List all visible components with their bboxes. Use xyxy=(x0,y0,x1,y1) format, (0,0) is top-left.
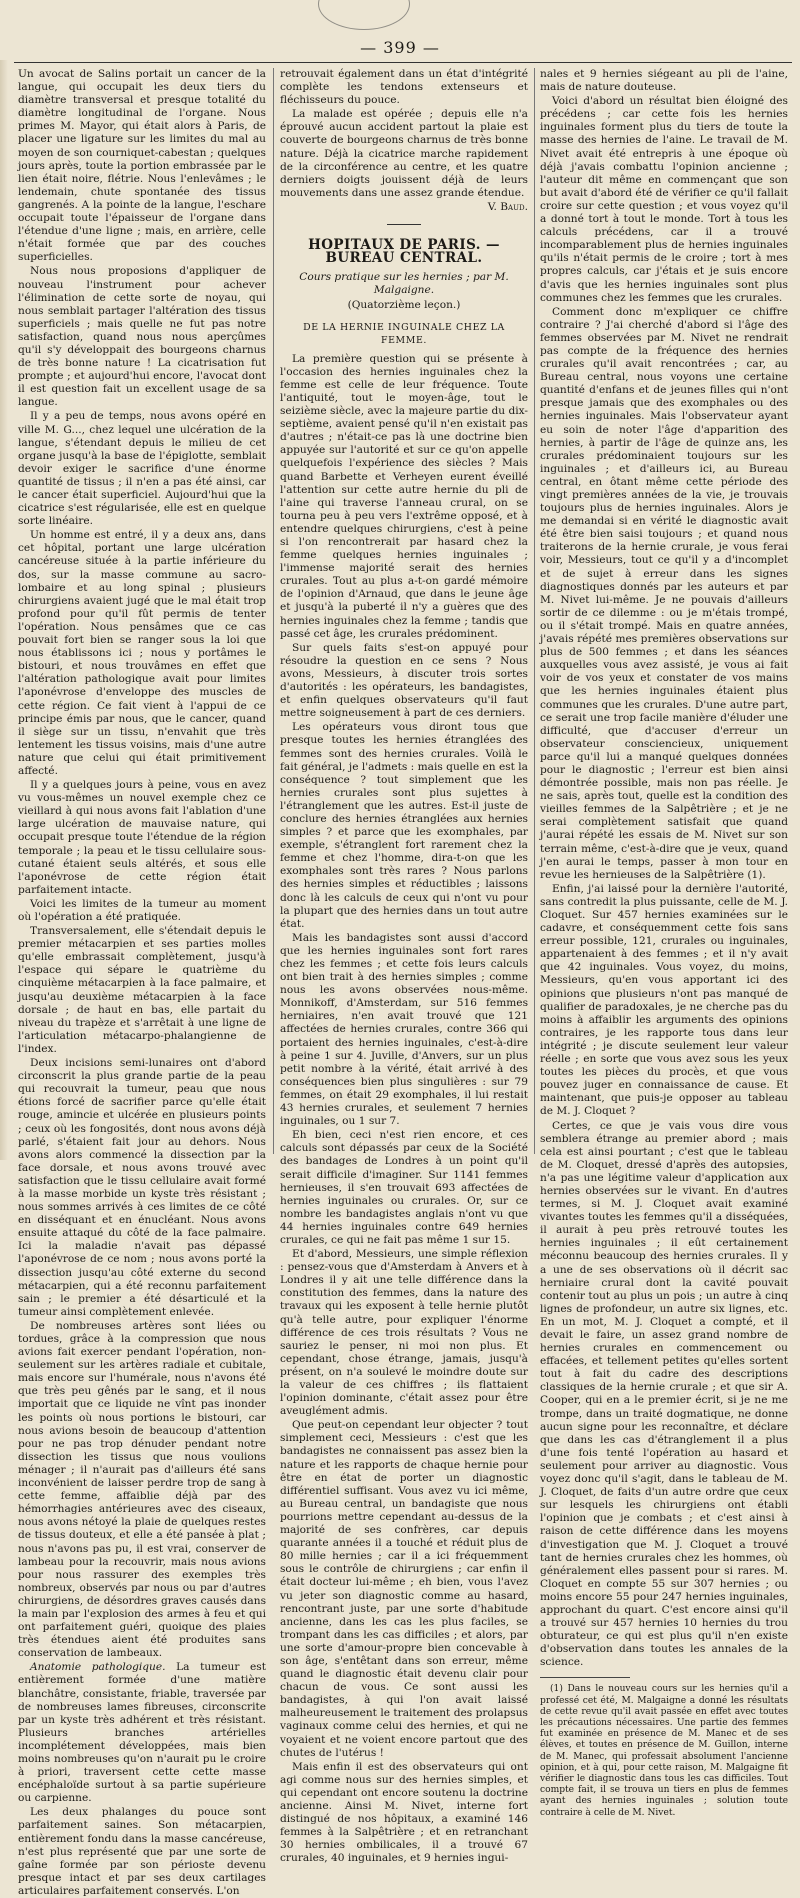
paragraph: Et d'abord, Messieurs, une simple réflexion : pensez-vous que d'Amsterdam à Anvers et à Londres il y ait une telle différence dans la constitution des femmes, dans la nature des travaux qui les exposent à telle hernie plutôt qu'à telle autre, pour expliquer l'énorme différence de ces trois résultats ? Vous ne sauriez le penser, ni moi non plus. Et cependant, chose étrange, jamais, jusqu'à présent, on n'a soulevé le moindre doute sur la valeur de ces chiffres ; ils flattaient l'opinion dominante, c'était assez pour être aveuglément admis. xyxy=(280,1248,528,1418)
lesson-label: (Quatorzième leçon.) xyxy=(347,299,461,312)
paragraph: nales et 9 hernies siégeant au pli de l'aine, mais de nature douteuse. xyxy=(540,68,788,94)
paragraph: Que peut-on cependant leur objecter ? tout simplement ceci, Messieurs : c'est que les bandagistes ne connaissent pas assez bien la nature et les rapports de chaque hernie pour être en état de porter un diagnostic différentiel suffisant. Vous avez vu ici même, au Bureau central, un bandagiste que nous pourrions mettre cependant au-dessus de la majorité de ses confrères, car depuis quarante années il a touché et réduit plus de 80 mille hernies ; car il a ici fréquemment sous le contrôle de chirurgiens ; car enfin il était docteur lui-même ; eh bien, vous l'avez vu jeter son diagnostic comme au hasard, rencontrant juste, par une sorte d'habitude ancienne, dans les cas les plus faciles, se trompant dans les cas difficiles ; et alors, par une sorte d'amour-propre bien concevable à son âge, s'entêtant dans son erreur, même quand le diagnostic était devenu clair pour chacun de vous. Ce sont aussi les bandagistes, à qui l'on avait laissé malheureusement le traitement des prolapsus vaginaux comme celui des hernies, et qui ne voyaient et ne voient encore partout que des chutes de l'utérus ! xyxy=(280,1419,528,1759)
paragraph: Comment donc m'expliquer ce chiffre contraire ? J'ai cherché d'abord si l'âge des femmes observées par M. Nivet ne rendrait pas compte de la fréquence des hernies crurales qu'il avait rencontrées ; car, au Bureau central, nous voyons une certaine quantité d'enfans et de jeunes filles qui n'ont presque jamais que des exomphales ou des hernies inguinales. Mais l'observateur ayant eu soin de noter l'âge d'apparition des hernies, à partir de l'âge de quinze ans, les crurales prédominaient toujours sur les inguinales ; et d'ailleurs ici, au Bureau central, en ôtant même cette période des vingt premières années de la vie, je trouvais toujours plus de hernies inguinales. Alors je me demandai si en vérité le diagnostic avait été être bien saisi toujours ; et quand nous traiterons de la hernie crurale, je vous ferai voir, Messieurs, tout ce qu'il y a d'incomplet et de sujet à erreur dans les signes diagnostiques donnés par les auteurs et par M. Nivet lui-même. Je ne pouvais d'ailleurs sortir de ce dilemme : ou je m'étais trompé, ou il s'était trompé. Mais en quatre années, j'avais répété mes premières observations sur plus de 500 femmes ; et dans les séances auxquelles vous avez assisté, je vous ai fait voir de vos yeux et constater de vos mains que les hernies inguinales étaient plus communes que les crurales. D'une autre part, ce serait une trop facile manière d'éluder une difficulté, que d'accuser d'erreur un observateur consciencieux, uniquement parce qu'il lui a manqué quelques données pour le diagnostic ; l'erreur est bien ainsi démontrée possible, mais non pas réelle. Je ne sais, après tout, quelle est la condition des vieilles femmes de la Salpêtrière ; et je ne serai complètement satisfait que quand j'aurai répété les essais de M. Nivet sur son terrain même, c'est-à-dire que je veux, quand j'en aurai le temps, passer à mon tour en revue les hernieuses de la Salpêtrière (1). xyxy=(540,305,788,881)
paragraph: Voici d'abord un résultat bien éloigné des précédens ; car cette fois les hernies inguinales forment plus du tiers de toute la masse des hernies de l'aine. Le travail de M. Nivet avait été entrepris à une époque où déjà j'avais combattu l'opinion ancienne ; l'auteur dit même en commençant que son but avait d'abord été de vérifier ce qu'il fallait croire sur cette question ; et vous voyez qu'il a donné tort à tout le monde. Tort à tous les calculs précédens, car il a trouvé incomparablement plus de hernies inguinales qu'ils n'était permis de le croire ; tort à mes propres calculs, car j'étais et je suis encore d'avis que les hernies inguinales sont plus communes chez les femmes que les crurales. xyxy=(540,95,788,304)
paragraph: Certes, ce que je vais vous dire vous semblera étrange au premier abord ; mais cela est ainsi pourtant ; c'est que le tableau de M. Cloquet, dressé d'après des autopsies, n'a pas une légitime valeur d'application aux hernies observées sur le vivant. En d'autres termes, si M. J. Cloquet avait examiné vivantes toutes les femmes qu'il a disséquées, il aurait à peu près retrouvé toutes les hernies inguinales ; il eût certainement méconnu beaucoup des hernies crurales. Il y a une de ses observations où il décrit sac herniaire crural dont la cavité pouvait contenir tout au plus un pois ; un autre à cinq lignes de profondeur, un autre six lignes, etc. En un mot, M. J. Cloquet a compté, et il devait le faire, un assez grand nombre de hernies crurales en commencement ou effacées, et tellement petites qu'elles sortent tout à fait du cadre des descriptions classiques de la hernie crurale ; et que sir A. Cooper, qui en a le premier écrit, si je ne me trompe, dans un traité dogmatique, ne donne aucun signe pour les reconnaître, et déclare que dans les cas d'étranglement il a plus d'une fois tenté l'opération au hasard et seulement pour arriver au diagnostic. Vous voyez donc qu'il s'agit, dans le tableau de M. J. Cloquet, de faits d'un autre ordre que ceux sur lesquels les chirurgiens ont établi l'opinion que je combats ; et c'est ainsi à raison de cette différence dans les moyens d'investigation que M. J. Cloquet a trouvé tant de hernies crurales chez les hommes, où généralement elles passent pour si rares. M. Cloquet en compte 55 sur 307 hernies ; ou moins encore 55 pour 247 hernies inguinales, approchant du quart. C'est encore ainsi qu'il a trouvé sur 457 hernies 10 hernies du trou obturateur, ce qui est plus qu'il n'en existe d'observation dans toutes les annales de la science. xyxy=(540,1119,788,1669)
paragraph: La malade est opérée ; depuis elle n'a éprouvé aucun accident partout la plaie est couverte de bourgeons charnus de très bonne nature. Déjà la cicatrice marche rapidement de la circonférence au centre, et les quatre derniers doigts jouissent déjà de leurs mouvements dans une assez grande étendue. xyxy=(280,108,528,199)
column-divider xyxy=(534,68,535,1154)
section-title: HOPITAUX DE PARIS. — BUREAU CENTRAL. xyxy=(308,237,500,267)
paragraph: Transversalement, elle s'étendait depuis le premier métacarpien et ses parties molles qu'elle embrassait complètement, jusqu'à l'espace qui sépare le quatrième du cinquième métacarpien à la face palmaire, et jusqu'au deuxième métacarpien à la face dorsale ; de haut en bas, elle partait du niveau du trapèze et s'arrêtait à une ligne de l'articulation métacarpo-phalangienne de l'index. xyxy=(18,925,266,1055)
course-subtitle: Cours pratique sur les hernies ; par M. Malgaigne. xyxy=(299,271,509,297)
page-binding-edge xyxy=(0,60,8,1160)
paragraph: Il y a peu de temps, nous avons opéré en ville M. G..., chez lequel une ulcération de la langue, s'étendant depuis le milieu de cet organe jusqu'à la base de l'épiglotte, semblait devoir exiger le sacrifice d'une énorme quantité de tissus ; il n'en a pas été ainsi, car le cancer était superficiel. Aujourd'hui que la cicatrice s'est régularisée, elle est en quelque sorte linéaire. xyxy=(18,410,266,528)
footnote-rule xyxy=(540,1677,630,1678)
footnote: (1) Dans le nouveau cours sur les hernies qu'il a professé cet été, M. Malgaigne a donné les résultats de cette revue qu'il avait passée en effet avec toutes les précautions nécessaires. Une partie des femmes fut examinée en présence de M. Manec et de ses élèves, et toutes en présence de M. Guillon, interne de M. Manec, qui professait absolument l'ancienne opinion, et à qui, pour cette raison, M. Malgaigne fit vérifier le diagnostic dans tous les cas difficiles. Tout compte fait, il se trouva un tiers en plus de femmes ayant des hernies inguinales ; solution toute contraire à celle de M. Nivet. xyxy=(540,1684,788,1818)
section-separator xyxy=(387,224,421,225)
column-divider xyxy=(273,68,274,1154)
column-1 xyxy=(18,68,266,1897)
paragraph: retrouvait également dans un état d'intégrité complète les tendons extenseurs et fléchisseurs du pouce. xyxy=(280,68,528,107)
paragraph: Les opérateurs vous diront tous que presque toutes les hernies étranglées des femmes sont des hernies crurales. Voilà le fait général, je l'admets : mais quelle en est la conséquence ? tout simplement que les hernies crurales sont plus sujettes à l'étranglement que les autres. Est-il juste de conclure des hernies étranglées aux hernies simples ? et parce que les exomphales, par exemple, s'étranglent fort rarement chez la femme et chez l'homme, dira-t-on que les exomphales sont très rares ? Nous parlons des hernies simples et réductibles ; laissons donc là les calculs de ceux qui n'ont vu pour la plupart que des hernies dans un tout autre état. xyxy=(280,721,528,930)
paragraph: Deux incisions semi-lunaires ont d'abord circonscrit la plus grande partie de la peau qui recouvrait la tumeur, peau que nous étions forcé de sacrifier parce qu'elle était rouge, amincie et ulcérée en plusieurs points ; ceux où les fongosités, dont nous avons déjà parlé, s'étaient fait jour au dehors. Nous avons alors commencé la dissection par la face dorsale, et nous avons trouvé avec satisfaction que le tissu cellulaire avait formé à la masse morbide un kyste très résistant ; nous sommes arrivés à ces limites de ce côté en disséquant et en énucléant. Nous avons ensuite attaqué du côté de la face palmaire. Ici la maladie n'avait pas dépassé l'aponévrose de ce nom ; nous avons porté la dissection jusqu'au côté externe du second métacarpien, qui a été reconnu parfaitement sain ; le premier a été désarticulé et la tumeur ainsi complètement enlevée. xyxy=(18,1057,266,1318)
paragraph: Il y a quelques jours à peine, vous en avez vu vous-mêmes un nouvel exemple chez ce vieillard à qui nous avons fait l'ablation d'une large ulcération de mauvaise nature, qui occupait presque toute l'étendue de la région temporale ; la peau et le tissu cellulaire sous-cutané étaient seuls altérés, et sous elle l'aponévrose de cette région était parfaitement intacte. xyxy=(18,779,266,896)
paragraph: Les deux phalanges du pouce sont parfaitement saines. Son métacarpien, entièrement fondu dans la masse cancéreuse, n'est plus représenté que par une sorte de gaîne formée par son périoste devenu presque intact et par ses deux cartilages articulaires parfaitement conservés. L'on xyxy=(18,1806,266,1897)
column-3 xyxy=(540,68,789,1818)
paragraph: La première question qui se présente à l'occasion des hernies inguinales chez la femme est celle de leur fréquence. Toute l'antiquité, tout le moyen-âge, tout le seizième siècle, avec la majeure partie du dix-septième, avaient pensé qu'il n'en existait pas d'autres ; n'était-ce pas là une doctrine bien appuyée sur l'autorité et sur ce qu'on appelle quelquefois l'expérience des siècles ? Mais quand Barbette et Verheyen eurent éveillé l'attention sur cette autre hernie du pli de l'aine qui traverse l'anneau crural, on se tourna peu à peu vers l'extrême opposé, et à entendre quelques chirurgiens, c'est à peine si l'on rencontrerait par hasard chez la femme quelques hernies inguinales ; l'immense majorité serait des hernies crurales. Tout au plus a-t-on gardé mémoire de l'opinion d'Arnaud, que dans le jeune âge et jusqu'à la puberté il n'y a guères que des hernies inguinales chez la femme ; tandis que passé cet âge, les crurales prédominent. xyxy=(280,352,528,640)
anatomy-paragraph xyxy=(18,1661,266,1805)
page-number: — 399 — xyxy=(360,38,440,57)
paragraph: Enfin, j'ai laissé pour la dernière l'autorité, sans contredit la plus puissante, celle de M. J. Cloquet. Sur 457 hernies examinées sur le cadavre, et conséquemment cette fois sans erreur possible, 121, crurales ou inguinales, appartenaient à des femmes ; et il n'y avait que 42 inguinales. Vous voyez, du moins, Messieurs, qu'en vous apportant ici des opinions que plusieurs n'ont pas manqué de qualifier de paradoxales, je ne cherche pas du moins à affaiblir les arguments des opinions contraires, je les rapporte tous dans leur intégrité ; je discute seulement leur valeur réelle ; en sorte que vous avez sous les yeux toutes les pièces du procès, et que vous pouvez juger en connaissance de cause. Et maintenant, que puis-je opposer au tableau de M. J. Cloquet ? xyxy=(540,882,789,1118)
article-signature: V. Baud. xyxy=(487,200,528,213)
paragraph: De nombreuses artères sont liées ou tordues, grâce à la compression que nous avions fait exercer pendant l'opération, non-seulement sur les artères radiale et cubitale, mais encore sur l'humérale, nous n'avons été que très peu gênés par le sang, et il nous importait que ce liquide ne vînt pas inonder les points où nous portions le bistouri, car nous avions besoin de beaucoup d'attention pour ne pas trop dénuder pendant notre dissection les tissus que nous voulions ménager ; il n'aurait pas d'ailleurs été sans inconvénient de laisser perdre trop de sang à cette femme, affaiblie déjà par des hémorrhagies antérieures avec des ciseaux, nous avons nétoyé la plaie de quelques restes de tissus douteux, et elle a été pansée à plat ; nous n'avons pas pu, il est vrai, conserver de lambeau pour la recouvrir, mais nous avions pour nous rassurer des exemples très nombreux, observés par nous ou par d'autres chirurgiens, de désordres graves causés dans la main par l'explosion des armes à feu et qui ont parfaitement guéri, quoique des plaies très étendues aient été produites sans conservation de lambeaux. xyxy=(18,1319,266,1660)
paragraph: Sur quels faits s'est-on appuyé pour résoudre la question en ce sens ? Nous avons, Messieurs, à discuter trois sortes d'autorités : les opérateurs, les bandagistes, et enfin quelques observateurs qu'il faut mettre soigneusement à part de ces derniers. xyxy=(280,641,528,720)
header-rule xyxy=(14,62,792,63)
paragraph: Un avocat de Salins portait un cancer de la langue, qui occupait les deux tiers du diamètre transversal et presque totalité du diamètre longitudinal de l'organe. Nous primes M. Mayor, qui était alors à Paris, de placer une ligature sur les limites du mal au moyen de son courniquet-cabestan ; quelques jours après, toute la portion embrassée par le lien était noire, flétrie. Nous l'enlevâmes ; le lendemain, chute spontanée des tissus gangrenés. A la pointe de la langue, l'eschare occupait toute l'épaisseur de l'organe dans l'étendue d'une ligne ; mais, en arrière, celle n'était formée que par des couches superficielles. xyxy=(18,68,266,264)
anatomy-text: La tumeur est entièrement formée d'une matière blanchâtre, consistante, friable, traversée par de nombreuses lames fibreuses, circonscrite par un kyste très adhérent et très résistant. Plusieurs branches artérielles incomplétement développées, mais bien moins nombreuses qu'on n'aurait pu le croire à priori, traversent cette cette masse encéphaloïde surtout à sa partie supérieure ou carpienne. xyxy=(18,1661,266,1805)
paragraph: Eh bien, ceci n'est rien encore, et ces calculs sont dépassés par ceux de la Société des bandages de Londres à un point qu'il serait difficile d'imaginer. Sur 1141 femmes hernieuses, il s'en trouvait 693 affectées de hernies inguinales ou crurales. Or, sur ce nombre les bandagistes anglais n'ont vu que 44 hernies inguinales contre 649 hernies crurales, ce qui ne fait pas même 1 sur 15. xyxy=(280,1129,528,1246)
paragraph: Nous nous proposions d'appliquer de nouveau l'instrument pour achever l'élimination de cette sorte de noyau, qui nous semblait partager l'altération des tissus superficiels ; mais quelle ne fut pas notre satisfaction, quand nous nous aperçûmes qu'il s'y développait des bourgeons charnus de très bonne nature ! La cicatrisation fut prompte ; et aujourd'hui encore, l'avocat dont il est question fait un excellent usage de sa langue. xyxy=(18,265,266,409)
paragraph: Mais enfin il est des observateurs qui ont agi comme nous sur des hernies simples, et qui cependant ont encore soutenu la doctrine ancienne. Ainsi M. Nivet, interne fort distingué de nos hôpitaux, a examiné 146 femmes à la Salpêtrière ; et en retranchant 30 hernies ombilicales, il a trouvé 67 crurales, 40 inguinales, et 9 hernies ingui- xyxy=(280,1760,528,1865)
column-2 xyxy=(280,68,528,1865)
anatomy-runin-heading: Anatomie pathologique. xyxy=(30,1661,166,1674)
article-subheading: DE LA HERNIE INGUINALE CHEZ LA FEMME. xyxy=(303,321,505,346)
paragraph: Voici les limites de la tumeur au moment où l'opération a été pratiquée. xyxy=(18,897,266,923)
library-stamp xyxy=(318,0,410,30)
paragraph: Mais les bandagistes sont aussi d'accord que les hernies inguinales sont fort rares chez les femmes ; et cette fois leurs calculs ont bien trait à des hernies simples ; comme nous les avons observées nous-même. Monnikoff, d'Amsterdam, sur 516 femmes herniaires, n'en avait trouvé que 121 affectées de hernies crurales, contre 366 qui portaient des hernies inguinales, c'est-à-dire à peine 1 sur 4. Juville, d'Anvers, sur un plus petit nombre à la vérité, était arrivé à des conséquences bien plus singulières : sur 79 femmes, on était 29 exomphales, il lui restait 43 hernies crurales, et seulement 7 hernies inguinales, ou 1 sur 7. xyxy=(280,931,528,1128)
paragraph: Un homme est entré, il y a deux ans, dans cet hôpital, portant une large ulcération cancéreuse située à la partie inférieure du dos, sur la masse commune au sacro-lombaire et au long spinal ; plusieurs chirurgiens avaient jugé que le mal était trop profond pour qu'il fût permis de tenter l'opération. Nous pensâmes que ce cas pouvait fort bien se ranger sous la loi que nous établissons ici ; nous y portâmes le bistouri, et nous trouvâmes en effet que l'altération pathologique avait pour limites l'aponévrose d'enveloppe des muscles de cette région. Ce fait vient à l'appui de ce principe émis par nous, que le cancer, quand il siège sur un tissu, n'envahit que très lentement les tissus voisins, mais d'une autre nature que celui qui était primitivement affecté. xyxy=(18,529,266,777)
